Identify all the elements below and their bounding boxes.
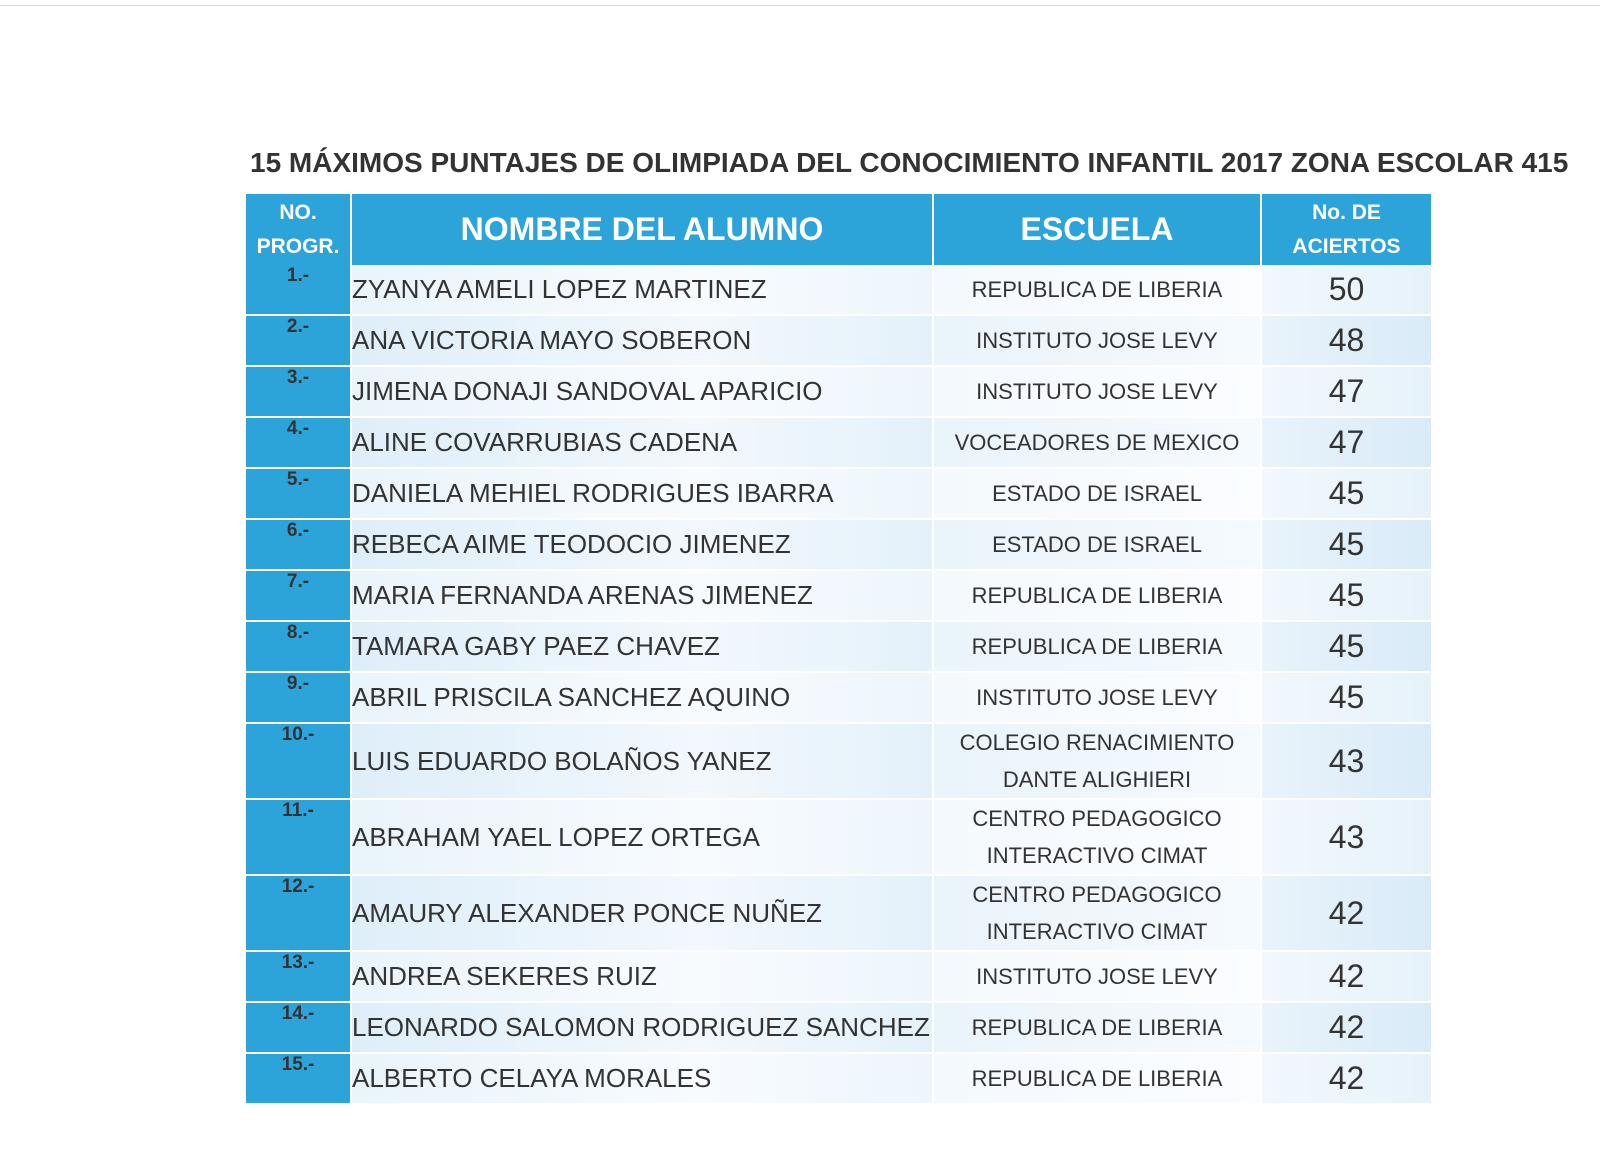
row-number: 5.- — [246, 469, 352, 520]
school-name — [934, 469, 1262, 520]
score: 47 — [1262, 367, 1431, 418]
row-number: 9.- — [246, 673, 352, 724]
school-line1: REPUBLICA DE LIBERIA — [971, 1066, 1223, 1091]
row-number: 13.- — [246, 952, 352, 1003]
row-number: 7.- — [246, 571, 352, 622]
student-name: LUIS EDUARDO BOLAÑOS YANEZ — [352, 724, 934, 800]
school-name — [934, 1054, 1262, 1105]
school-line1: REPUBLICA DE LIBERIA — [971, 583, 1223, 608]
header-score-line2: ACIERTOS — [1292, 234, 1401, 258]
school-line1: INSTITUTO JOSE LEVY — [976, 328, 1218, 353]
score: 42 — [1262, 876, 1431, 952]
school-name — [934, 520, 1262, 571]
student-name: REBECA AIME TEODOCIO JIMENEZ — [352, 520, 934, 571]
row-number: 6.- — [246, 520, 352, 571]
header-no-line2: PROGR. — [256, 234, 340, 258]
student-name: ABRAHAM YAEL LOPEZ ORTEGA — [352, 800, 934, 876]
score: 47 — [1262, 418, 1431, 469]
school-line1: CENTRO PEDAGOGICO — [972, 882, 1222, 907]
row-number: 1.- — [246, 265, 352, 316]
table-row — [246, 724, 1431, 800]
school-name — [934, 800, 1262, 876]
school-name — [934, 571, 1262, 622]
row-number: 15.- — [246, 1054, 352, 1105]
row-number: 2.- — [246, 316, 352, 367]
header-row — [246, 194, 1431, 265]
score: 42 — [1262, 1003, 1431, 1054]
school-line1: REPUBLICA DE LIBERIA — [971, 1015, 1223, 1040]
table-row — [246, 469, 1431, 520]
school-name — [934, 265, 1262, 316]
student-name: ABRIL PRISCILA SANCHEZ AQUINO — [352, 673, 934, 724]
school-name — [934, 724, 1262, 800]
table-row — [246, 367, 1431, 418]
school-line1: INSTITUTO JOSE LEVY — [976, 685, 1218, 710]
score: 48 — [1262, 316, 1431, 367]
row-number: 11.- — [246, 800, 352, 876]
row-number: 12.- — [246, 876, 352, 952]
table-row — [246, 418, 1431, 469]
table-row — [246, 673, 1431, 724]
school-name — [934, 876, 1262, 952]
score: 50 — [1262, 265, 1431, 316]
header-score-line1: No. DE — [1312, 200, 1381, 224]
school-line1: REPUBLICA DE LIBERIA — [971, 277, 1223, 302]
student-name: LEONARDO SALOMON RODRIGUEZ SANCHEZ — [352, 1003, 934, 1054]
table-row — [246, 876, 1431, 952]
student-name: ANA VICTORIA MAYO SOBERON — [352, 316, 934, 367]
school-line1: CENTRO PEDAGOGICO — [972, 806, 1222, 831]
row-number: 10.- — [246, 724, 352, 800]
score: 45 — [1262, 520, 1431, 571]
student-name: ANDREA SEKERES RUIZ — [352, 952, 934, 1003]
student-name: ALBERTO CELAYA MORALES — [352, 1054, 934, 1105]
school-name — [934, 1003, 1262, 1054]
school-line1: ESTADO DE ISRAEL — [992, 481, 1202, 506]
header-no-line1: NO. — [279, 200, 317, 224]
table-row — [246, 520, 1431, 571]
school-name — [934, 367, 1262, 418]
score: 42 — [1262, 1054, 1431, 1105]
school-name — [934, 673, 1262, 724]
student-name: AMAURY ALEXANDER PONCE NUÑEZ — [352, 876, 934, 952]
table-row — [246, 952, 1431, 1003]
school-line1: ESTADO DE ISRAEL — [992, 532, 1202, 557]
score: 43 — [1262, 800, 1431, 876]
table-row — [246, 1003, 1431, 1054]
row-number: 4.- — [246, 418, 352, 469]
student-name: JIMENA DONAJI SANDOVAL APARICIO — [352, 367, 934, 418]
row-number: 14.- — [246, 1003, 352, 1054]
student-name: ZYANYA AMELI LOPEZ MARTINEZ — [352, 265, 934, 316]
table-row — [246, 571, 1431, 622]
header-school: ESCUELA — [934, 194, 1262, 265]
table-row — [246, 265, 1431, 316]
page-title: 15 MÁXIMOS PUNTAJES DE OLIMPIADA DEL CONOCIMIENTO INFANTIL 2017 ZONA ESCOLAR 415 — [250, 147, 1569, 178]
row-number: 8.- — [246, 622, 352, 673]
school-line1: INSTITUTO JOSE LEVY — [976, 379, 1218, 404]
school-line1: REPUBLICA DE LIBERIA — [971, 634, 1223, 659]
score: 42 — [1262, 952, 1431, 1003]
school-name — [934, 316, 1262, 367]
school-line2: DANTE ALIGHIERI — [1002, 767, 1192, 792]
score: 43 — [1262, 724, 1431, 800]
school-line1: VOCEADORES DE MEXICO — [954, 430, 1240, 455]
row-number: 3.- — [246, 367, 352, 418]
school-line2: INTERACTIVO CIMAT — [986, 843, 1208, 868]
header-student-name: NOMBRE DEL ALUMNO — [352, 194, 934, 265]
school-line1: COLEGIO RENACIMIENTO — [959, 730, 1235, 755]
school-line2: INTERACTIVO CIMAT — [986, 919, 1208, 944]
student-name: DANIELA MEHIEL RODRIGUES IBARRA — [352, 469, 934, 520]
student-name: ALINE COVARRUBIAS CADENA — [352, 418, 934, 469]
student-name: MARIA FERNANDA ARENAS JIMENEZ — [352, 571, 934, 622]
header-no-progr — [246, 194, 352, 265]
table-row — [246, 622, 1431, 673]
student-name: TAMARA GABY PAEZ CHAVEZ — [352, 622, 934, 673]
score: 45 — [1262, 673, 1431, 724]
school-name — [934, 952, 1262, 1003]
table-row — [246, 316, 1431, 367]
scan-edge-line — [0, 5, 1600, 6]
school-name — [934, 622, 1262, 673]
header-score — [1262, 194, 1431, 265]
table-row — [246, 1054, 1431, 1105]
school-name — [934, 418, 1262, 469]
table-row — [246, 800, 1431, 876]
results-table — [246, 194, 1431, 1105]
score: 45 — [1262, 622, 1431, 673]
score: 45 — [1262, 469, 1431, 520]
score: 45 — [1262, 571, 1431, 622]
school-line1: INSTITUTO JOSE LEVY — [976, 964, 1218, 989]
